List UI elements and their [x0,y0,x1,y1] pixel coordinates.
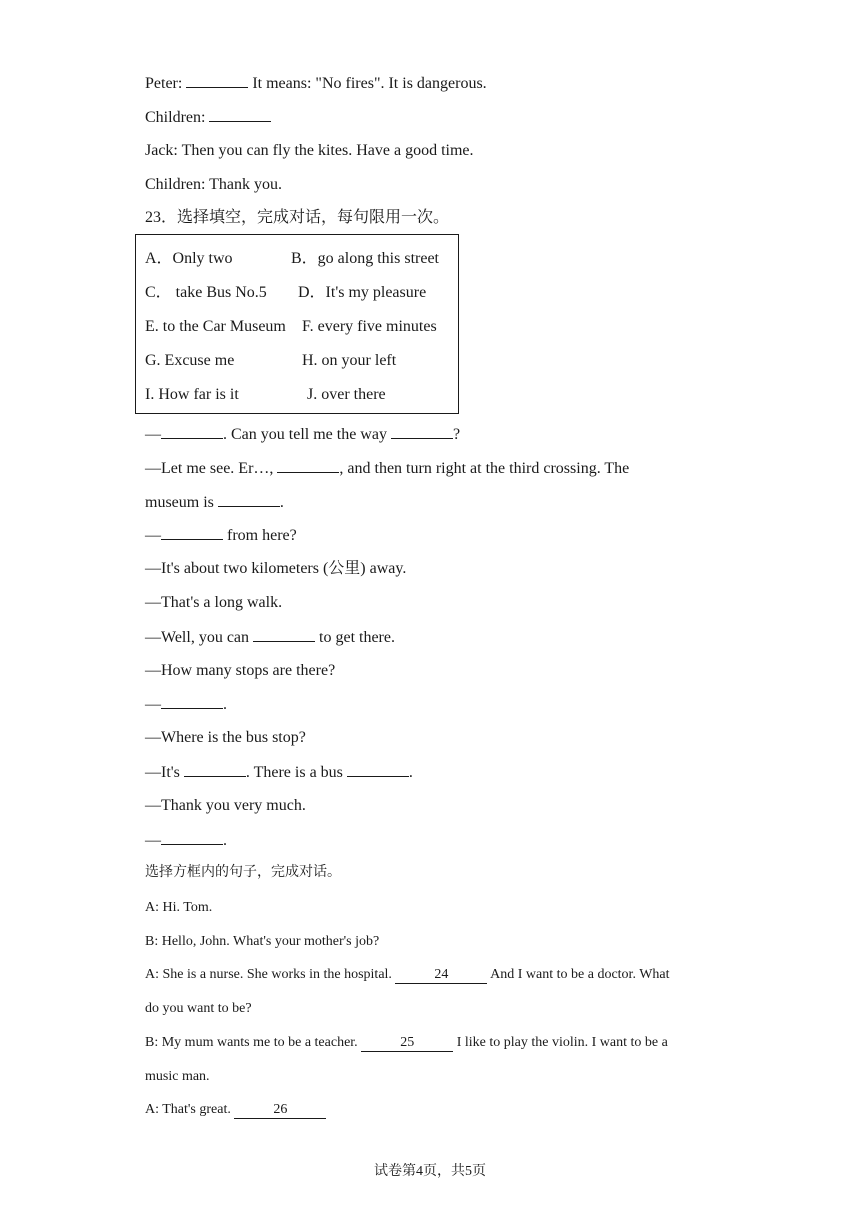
option-j: J. over there [307,386,386,403]
dialogue23-line-10: —Where is the bus stop? [145,729,306,746]
answer-blank[interactable] [277,458,339,473]
question-23-instruction: 23．选择填空，完成对话，每句限用一次。 [145,209,450,226]
dialogue-text: Children: Thank you. [145,176,283,193]
dialogue-text: Jack: Then you can fly the kites. Have a good time. [145,142,474,159]
dialogue23-line-6: —That's a long walk. [145,594,283,611]
dialogue23-line-7: —Well, you can to get there. [145,629,395,646]
option-h: H. on your left [302,352,397,369]
section2-line-5: B: My mum wants me to be a teacher. 25 I like to play the violin. I want to be a [145,1035,668,1050]
dialogue23-line-13: — . [145,832,227,849]
answer-blank[interactable] [347,762,409,777]
section2-line-3: A: She is a nurse. She works in the hospital. 24 And I want to be a doctor. What [145,967,670,982]
dialogue-line-children [145,107,271,128]
dialogue23-line-4: — from here? [145,527,297,544]
dialogue23-line-5: —It's about two kilometers (公里) away. [145,560,407,577]
dialogue23-line-11: —It's . There is a bus . [145,764,413,781]
answer-blank[interactable] [209,107,271,122]
dialogue23-line-2: —Let me see. Er…, , and then turn right at the third crossing. The [145,460,630,477]
dialogue-line-peter [145,73,487,94]
option-e: E. to the Car Museum [145,318,286,335]
answer-blank[interactable] [218,492,280,507]
option-g: G. Excuse me [145,352,235,369]
dialogue-text: Children: [145,109,210,126]
section2-line-4: do you want to be? [145,1001,252,1016]
answer-blank[interactable] [186,73,248,88]
dialogue-text: Peter: [145,75,187,92]
option-a: A．Only two [145,250,233,267]
dialogue-line-children-thanks [145,175,282,195]
section2-line-1: A: Hi. Tom. [145,900,213,915]
option-f: F. every five minutes [302,318,437,335]
dialogue23-line-8: —How many stops are there? [145,662,336,679]
answer-blank[interactable] [184,762,246,777]
section2-instruction: 选择方框内的句子，完成对话。 [145,865,341,880]
answer-blank[interactable] [391,424,453,439]
option-c: C． take Bus No.5 [145,284,267,301]
answer-blank[interactable] [161,830,223,845]
section2-line-7: A: That's great. 26 [145,1100,326,1120]
dialogue23-line-3: museum is . [145,494,284,511]
answer-blank-26[interactable]: 26 [234,1102,326,1119]
answer-blank-24[interactable]: 24 [395,967,487,984]
option-d: D．It's my pleasure [298,284,427,301]
option-i: I. How far is it [145,386,239,403]
dialogue23-line-1: — . Can you tell me the way ? [145,426,461,443]
section2-line-2: B: Hello, John. What's your mother's job? [145,934,380,949]
option-b: B．go along this street [291,250,439,267]
answer-blank[interactable] [161,525,223,540]
options-box [135,234,459,414]
answer-blank[interactable] [161,424,223,439]
answer-blank[interactable] [161,694,223,709]
answer-blank-25[interactable]: 25 [361,1035,453,1052]
section2-line-6: music man. [145,1069,210,1084]
dialogue23-line-9: — . [145,696,227,713]
dialogue-text: It means: "No fires". It is dangerous. [248,75,487,92]
dialogue-line-jack [145,141,474,161]
page-footer: 试卷第4页，共5页 [374,1164,486,1179]
answer-blank[interactable] [253,627,315,642]
dialogue23-line-12: —Thank you very much. [145,797,306,814]
